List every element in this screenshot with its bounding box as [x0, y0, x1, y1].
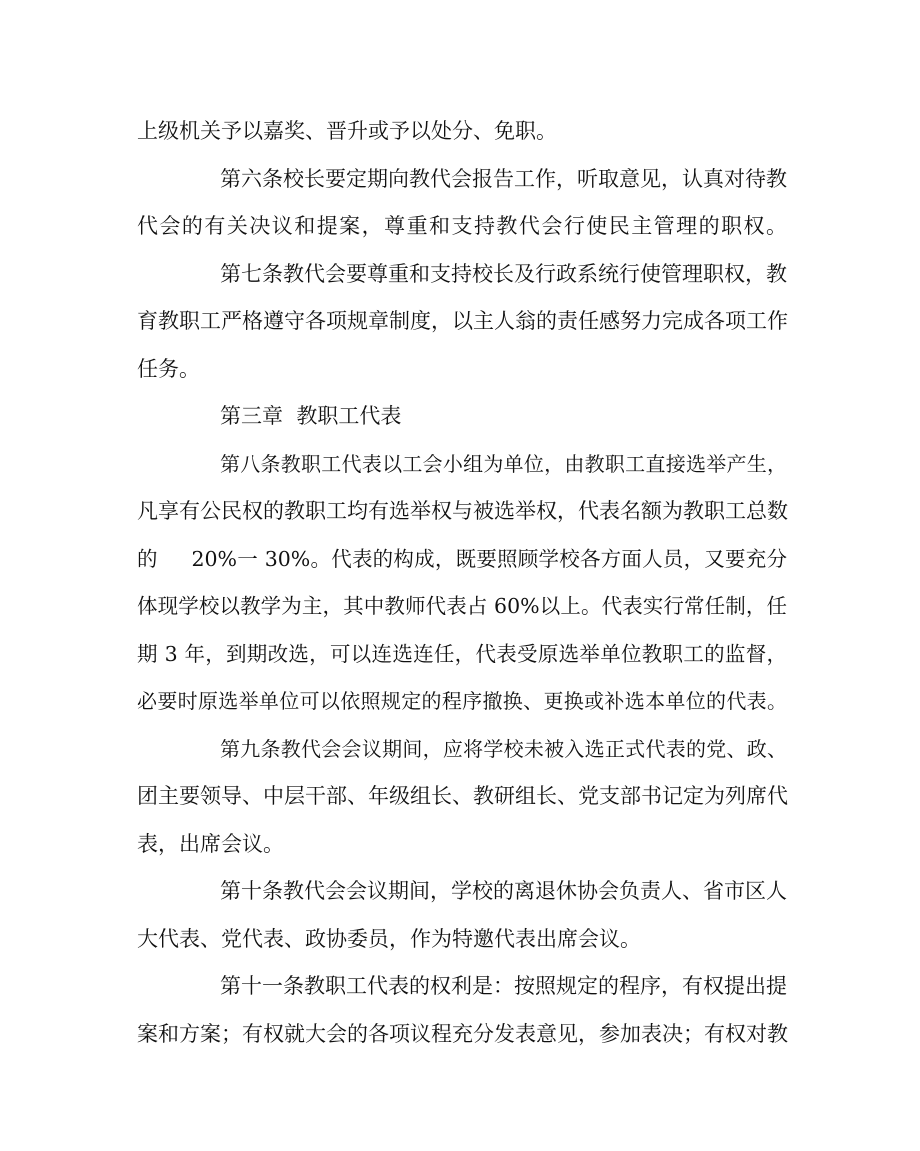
text-line: 的 20%一 30%。代表的构成，既要照顾学校各方面人员，又要充分: [137, 547, 787, 571]
text-line: 任务。: [137, 357, 200, 381]
paragraph-line: 第八条教职工代表以工会小组为单位，由教职工直接选举产生，: [220, 452, 787, 476]
text-line: 表，出席会议。: [137, 832, 284, 856]
text-line: 必要时原选举单位可以依照规定的程序撤换、更换或补选本单位的代表。: [137, 689, 787, 713]
text-line: 凡享有公民权的教职工均有选举权与被选举权，代表名额为教职工总数: [137, 499, 788, 523]
text-line: 团主要领导、中层干部、年级组长、教研组长、党支部书记定为列席代: [137, 784, 788, 808]
chapter-heading: 第三章 教职工代表: [220, 404, 402, 428]
paragraph-line: 第七条教代会要尊重和支持校长及行政系统行使管理职权，教: [220, 262, 787, 286]
text-line: 上级机关予以嘉奖、晋升或予以处分、免职。: [137, 119, 557, 143]
paragraph-line: 第十条教代会会议期间，学校的离退休协会负责人、省市区人: [220, 879, 787, 903]
text-line: 育教职工严格遵守各项规章制度，以主人翁的责任感努力完成各项工作: [137, 309, 788, 333]
paragraph-line: 第九条教代会会议期间，应将学校未被入选正式代表的党、政、: [220, 737, 787, 761]
text-line: 大代表、党代表、政协委员，作为特邀代表出席会议。: [137, 927, 641, 951]
text-line: 期 3 年，到期改选，可以连选连任，代表受原选举单位教职工的监督，: [137, 642, 787, 666]
text-line: 体现学校以教学为主，其中教师代表占 60%以上。代表实行常任制，任: [137, 594, 787, 618]
paragraph-line: 第十一条教职工代表的权利是：按照规定的程序，有权提出提: [220, 974, 787, 998]
text-line: 案和方案；有权就大会的各项议程充分发表意见，参加表决；有权对教: [137, 1022, 788, 1046]
text-line: 代会的有关决议和提案，尊重和支持教代会行使民主管理的职权。: [137, 214, 787, 238]
paragraph-line: 第六条校长要定期向教代会报告工作，听取意见，认真对待教: [220, 167, 787, 191]
